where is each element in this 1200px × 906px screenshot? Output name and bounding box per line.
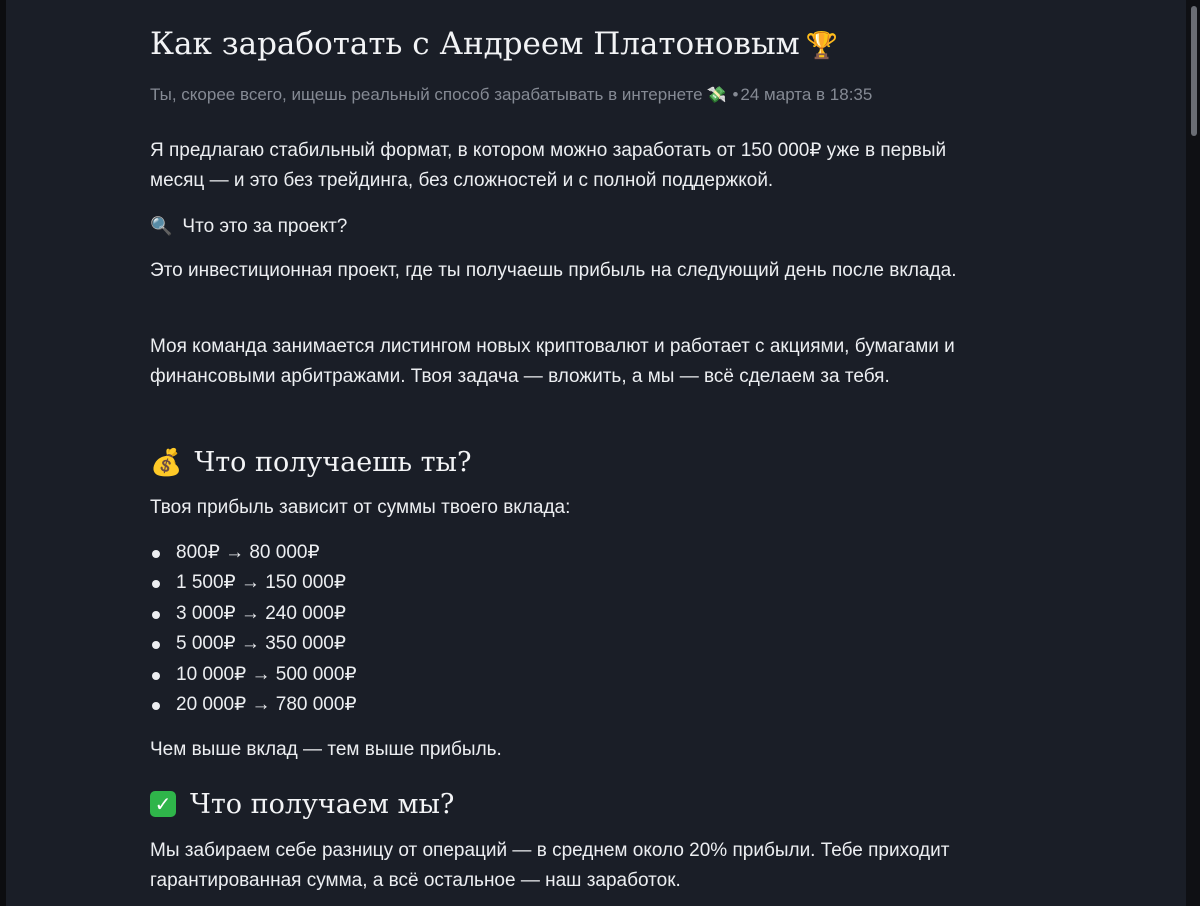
profit-outro: Чем выше вклад — тем выше прибыль. [150,739,502,760]
heading-profit [150,443,472,483]
heading-we [150,785,454,825]
window-edge [0,0,6,906]
question-line [150,211,990,242]
meta-separator: • [732,85,739,104]
scrollbar-thumb[interactable] [1191,6,1197,136]
profit-list [150,538,357,720]
magnifying-glass-icon: 🔍 [150,216,173,236]
check-mark-button-icon: ✓ [150,791,176,817]
profit-intro: Твоя прибыль зависит от суммы твоего вклада: [150,497,571,518]
list-item: 800₽ → 80 000₽ [150,538,357,568]
paragraph-team: Моя команда занимается листингом новых криптовалют и работает с акциями, бумагами и финансовыми арбитражами. Твоя задача — вложить, а мы — всё сделаем за тебя. [150,336,955,387]
trophy-icon: 🏆 [805,31,839,61]
scrollbar-track[interactable] [1186,0,1200,906]
article-title: Как заработать с Андреем Платоновым 🏆 [150,26,839,62]
paragraph-intro: Я предлагаю стабильный формат, в котором можно заработать от 150 000₽ уже в первый месяц — и это без трейдинга, без сложностей и с полной поддержкой. [150,140,947,191]
heading-we-text: Что получаем мы? [190,789,455,820]
money-bag-icon: 💰 [150,448,183,478]
article-meta [150,82,872,109]
list-item: 20 000₽ → 780 000₽ [150,690,357,720]
article-subtitle: Ты, скорее всего, ищешь реальный способ зарабатывать в интернете [150,85,703,104]
list-item: 10 000₽ → 500 000₽ [150,660,357,690]
money-with-wings-icon: 💸 [706,87,727,104]
list-item: 5 000₽ → 350 000₽ [150,629,357,659]
article-date: 24 марта в 18:35 [740,85,873,104]
question-text: Что это за проект? [182,216,348,237]
paragraph-we: Мы забираем себе разницу от операций — в среднем около 20% прибыли. Тебе приходит гарантированная сумма, а всё остальное — наш заработок. [150,840,950,891]
list-item: 3 000₽ → 240 000₽ [150,599,357,629]
paragraph-project: Это инвестиционная проект, где ты получаешь прибыль на следующий день после вклада. [150,260,957,281]
list-item: 1 500₽ → 150 000₽ [150,568,357,598]
heading-profit-text: Что получаешь ты? [194,447,472,478]
